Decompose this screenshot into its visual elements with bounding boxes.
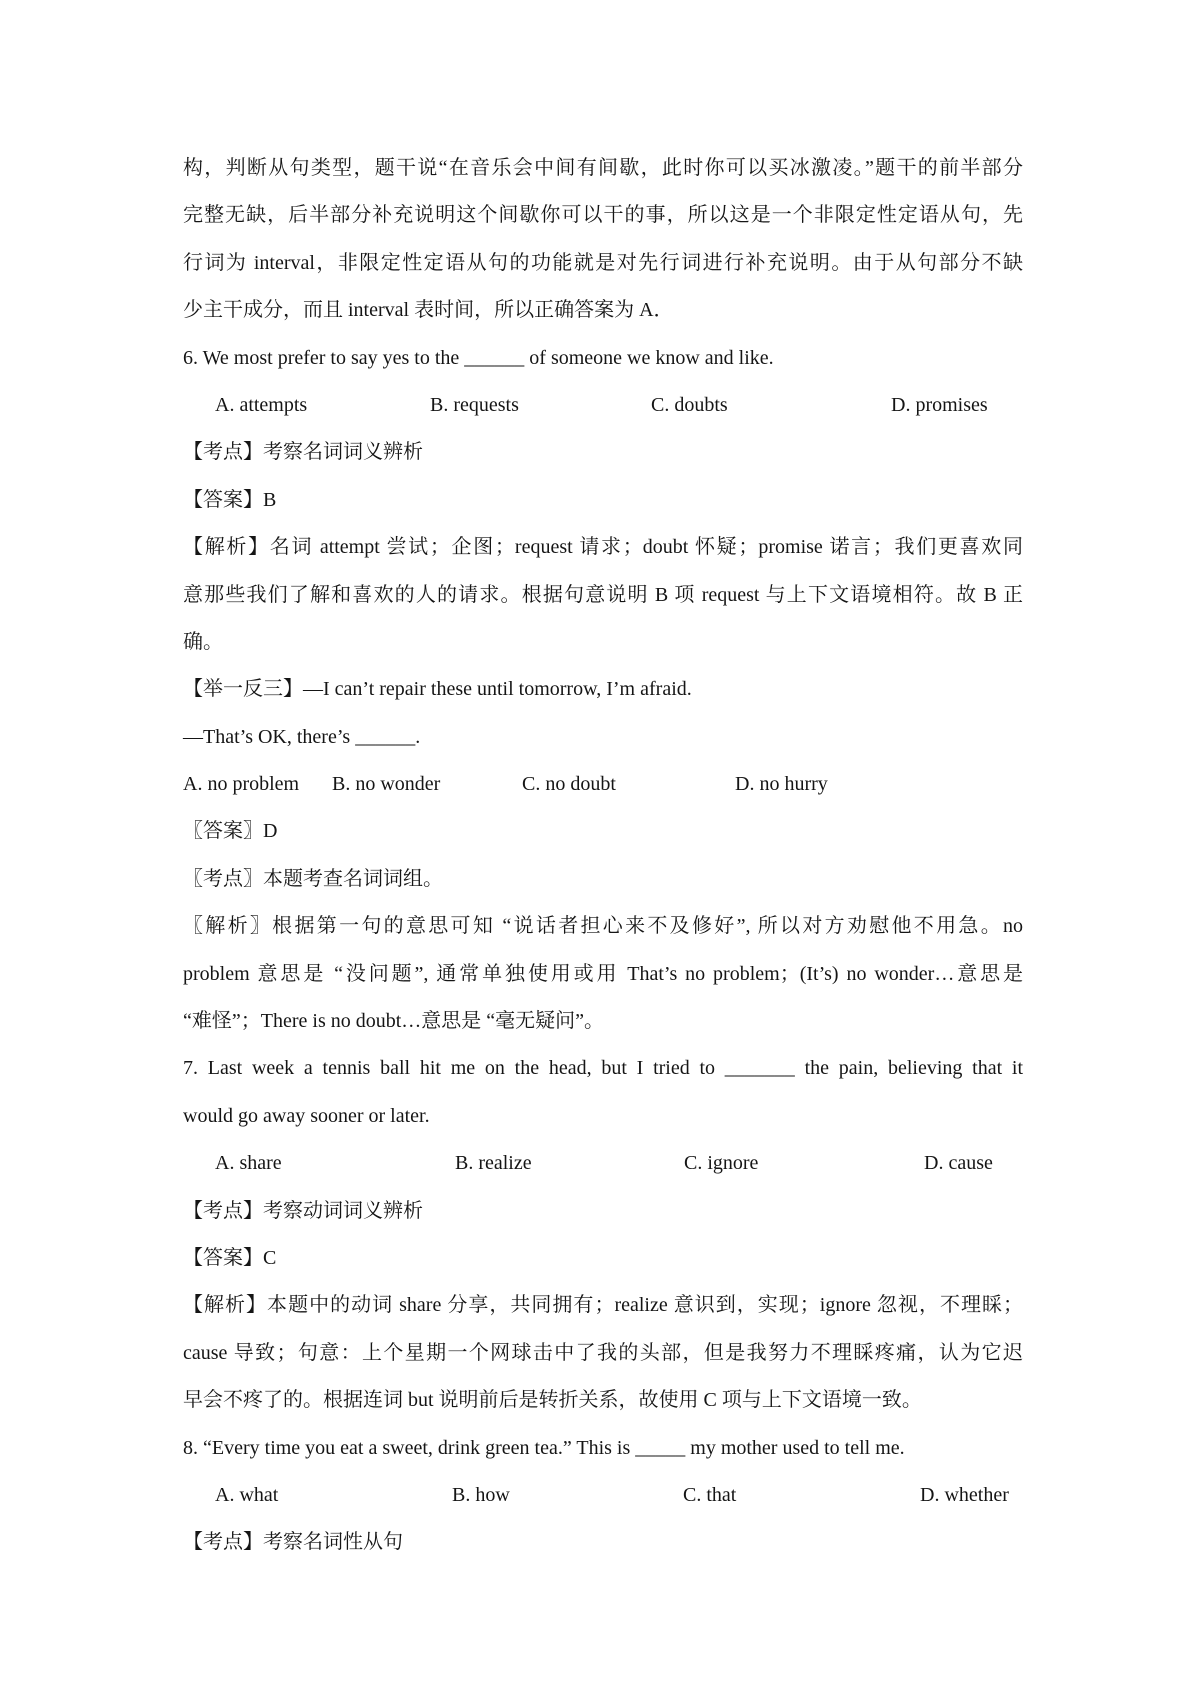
intro-line-1: 构，判断从句类型，题干说“在音乐会中间有间歇，此时你可以买冰激凌。”题干的前半部分: [183, 157, 1023, 179]
extension-options: [183, 761, 1023, 808]
q6-analysis-line-3: 确。: [183, 630, 223, 653]
extension-point: 〖考点〗本题考查名词词组。: [183, 867, 443, 890]
q8-point: 【考点】考察名词性从句: [183, 1531, 403, 1554]
q8-stem: 8. “Every time you eat a sweet, drink green tea.” This is _____ my mother used to tell me.: [183, 1436, 905, 1459]
extension-option-a: A. no problem: [183, 773, 300, 796]
q8-option-d: D. whether: [920, 1483, 1009, 1506]
extension-analysis-line-1: 〖解析〗根据第一句的意思可知 “说话者担心来不及修好”, 所以对方劝慰他不用急。no: [183, 915, 1023, 938]
document-page: [183, 145, 1023, 1567]
intro-line-2: 完整无缺，后半部分补充说明这个间歇你可以干的事，所以这是一个非限定性定语从句，先: [183, 204, 1023, 227]
extension-stem-line-2: —That’s OK, there’s ______.: [183, 725, 421, 748]
intro-line-4: 少主干成分，而且 interval 表时间，所以正确答案为 A．: [183, 299, 674, 322]
q7-stem-line-1: 7. Last week a tennis ball hit me on the head, but I tried to _______ the pain, believing that it: [183, 1057, 1023, 1080]
extension-analysis-line-2: problem 意思是 “没问题”, 通常单独使用或用 That’s no problem；(It’s) no wonder…意思是: [183, 962, 1023, 985]
q8-option-c: C. that: [683, 1483, 737, 1506]
q7-analysis-line-2: cause 导致；句意：上个星期一个网球击中了我的头部，但是我努力不理睬疼痛，认为它迟: [183, 1341, 1023, 1364]
q6-point: 【考点】考察名词词义辨析: [183, 441, 423, 464]
q7-stem-line-2: would go away sooner or later.: [183, 1104, 430, 1127]
q7-option-d: D. cause: [924, 1152, 993, 1175]
extension-answer: 〖答案〗D: [183, 820, 278, 843]
extension-option-b: B. no wonder: [332, 773, 441, 796]
q7-option-c: C. ignore: [684, 1152, 759, 1175]
q8-option-a: A. what: [215, 1483, 279, 1506]
q7-analysis-line-1: 【解析】本题中的动词 share 分享，共同拥有；realize 意识到，实现；ignore 忽视，不理睬；: [183, 1294, 1023, 1317]
q8-options: [183, 1472, 1023, 1519]
q6-analysis-line-1: 【解析】名词 attempt 尝试；企图；request 请求；doubt 怀疑；promise 诺言；我们更喜欢同: [183, 536, 1023, 559]
q7-option-a: A. share: [215, 1152, 282, 1175]
q6-analysis-line-2: 意那些我们了解和喜欢的人的请求。根据句意说明 B 项 request 与上下文语境相符。故 B 正: [183, 583, 1023, 606]
q6-option-d: D. promises: [891, 393, 988, 416]
q6-option-b: B. requests: [430, 393, 519, 416]
q7-point: 【考点】考察动词词义辨析: [183, 1199, 423, 1222]
extension-option-c: C. no doubt: [522, 773, 616, 796]
q7-options: [183, 1140, 1023, 1187]
q8-option-b: B. how: [452, 1483, 510, 1506]
q7-option-b: B. realize: [455, 1152, 532, 1175]
q7-answer: 【答案】C: [183, 1246, 277, 1269]
q6-option-a: A. attempts: [215, 393, 308, 416]
extension-stem-line-1: 【举一反三】—I can’t repair these until tomorrow, I’m afraid.: [183, 678, 692, 701]
q7-analysis-line-3: 早会不疼了的。根据连词 but 说明前后是转折关系，故使用 C 项与上下文语境一致。: [183, 1389, 922, 1412]
q6-stem: 6. We most prefer to say yes to the ______ of someone we know and like.: [183, 346, 774, 369]
extension-option-d: D. no hurry: [735, 773, 828, 796]
q6-answer: 【答案】B: [183, 488, 277, 511]
q6-option-c: C. doubts: [651, 393, 728, 416]
extension-analysis-line-3: “难怪”；There is no doubt…意思是 “毫无疑问”。: [183, 1010, 605, 1033]
intro-line-3: 行词为 interval，非限定性定语从句的功能就是对先行词进行补充说明。由于从句部分不缺: [183, 251, 1023, 274]
q6-options: [183, 382, 1023, 429]
